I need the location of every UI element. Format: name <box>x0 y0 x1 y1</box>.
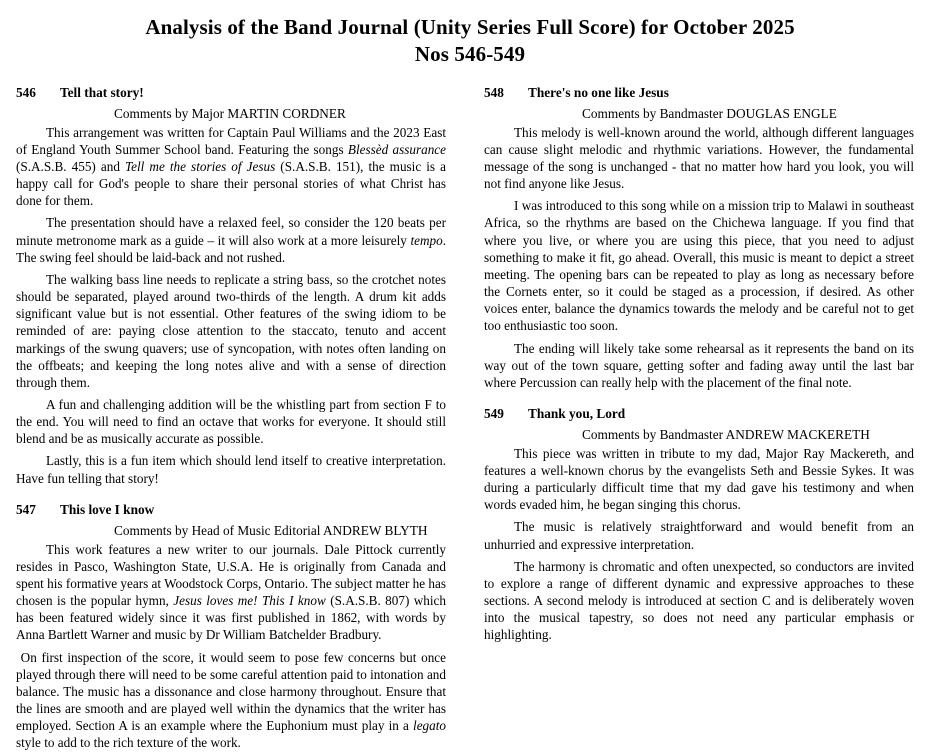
entry-548 <box>484 84 914 391</box>
entry-547 <box>16 501 446 752</box>
entry-title: This love I know <box>60 501 155 517</box>
entry-header <box>16 501 446 519</box>
column-left <box>16 84 446 754</box>
entry-byline: Comments by Bandmaster DOUGLAS ENGLE <box>582 105 837 121</box>
page-title-line-2: Nos 546-549 <box>414 41 526 66</box>
entry-title: Tell that story! <box>60 84 144 100</box>
entry-paragraph: The presentation should have a relaxed feel, so consider the 120 beats per minute metronome mark as a guide – it will also work at a more leisurely tempo. The swing feel should be laid-back and not rushed. <box>16 215 446 265</box>
entry-byline: Comments by Head of Music Editorial ANDREW BLYTH <box>114 522 428 538</box>
column-right <box>484 84 914 754</box>
entry-paragraph: The ending will likely take some rehearsal as it represents the band on its way out of the town square, getting softer and fading away until the last bar where Percussion can really help with the placement of the final note. <box>484 340 914 390</box>
entry-title: There's no one like Jesus <box>528 84 669 100</box>
entry-byline: Comments by Bandmaster ANDREW MACKERETH <box>582 426 870 442</box>
page-title <box>16 14 924 68</box>
entry-header <box>16 84 446 102</box>
two-column-body <box>16 84 924 754</box>
entry-paragraph: The music is relatively straightforward and would benefit from an unhurried and expressive interpretation. <box>484 519 914 552</box>
entry-paragraph: On first inspection of the score, it would seem to pose few concerns but once played through there will need to be some careful attention paid to intonation and balance. The music has a dissonance and close harmony throughout. Ensure that the lines are smooth and are played well within the dynamics that the writer has employed. Section A is an example where the Euphonium must play in a legato style to add to the rich texture of the work. <box>16 649 446 751</box>
entry-paragraph: A fun and challenging addition will be the whistling part from section F to the end. You will need to find an octave that works for everyone. It should still blend and be as musically accurate as possible. <box>16 396 446 447</box>
entry-number: 549 <box>484 405 504 421</box>
entry-number: 546 <box>16 84 36 100</box>
entry-paragraph: I was introduced to this song while on a mission trip to Malawi in southeast Africa, so the rhythms are based on the Chichewa language. If you find that where you live, or where you are using this piece, that you need to adjust something to make it fit, go ahead. Overall, this music is meant to depict a street meeting. The opening bars can be repeated to play as long as necessary before the Cornets enter, so it could be staged as a procession, if desired. As other voices enter, balance the dynamics towards the melody and be careful not to get too enthusiastic too soon. <box>484 198 914 334</box>
entry-546 <box>16 84 446 487</box>
entry-paragraph: This piece was written in tribute to my dad, Major Ray Mackereth, and features a well-known chorus by the evangelists Seth and Bessie Sykes. It was during a particularly difficult time that my dad gave his testimony and when words evaded him, he began singing this chorus. <box>484 445 914 513</box>
page-title-line-1: Analysis of the Band Journal (Unity Series Full Score) for October 2025 <box>145 15 795 39</box>
entry-549 <box>484 405 914 644</box>
entry-number: 547 <box>16 501 36 517</box>
entry-paragraph: The harmony is chromatic and often unexpected, so conductors are invited to explore a range of different dynamic and expressive approaches to these sections. A second melody is introduced at section C and is deliberately woven into the musical tapestry, so does not need any particular emphasis or highlighting. <box>484 558 914 643</box>
entry-paragraph: This arrangement was written for Captain Paul Williams and the 2023 East of England Youth Summer School band. Featuring the songs Blessèd assurance (S.A.S.B. 455) and Tell me the stories of Jesus (S.A.S.B. 151), the music is a happy call for God's people to share their personal stories of what Christ has done for them. <box>16 124 447 209</box>
entry-paragraph: The walking bass line needs to replicate a string bass, so the crotchet notes should be separated, played around two-thirds of the length. A drum kit adds significant value but is not essential. Other features of the swing idiom to be reminded of are: paying close attention to the staccato, tenuto and accent markings of the swung quavers; use of syncopation, with notes often landing on the offbeats; and keeping the long notes alive and with a sense of direction through them. <box>16 271 446 390</box>
entry-paragraph: This melody is well-known around the world, although different languages can cause slight melodic and rhythmic variations. However, the fundamental message of the song is unchanged - that no matter how hard you look, you will not find anyone like Jesus. <box>484 124 914 192</box>
entry-header <box>484 405 914 423</box>
entry-header <box>484 84 914 102</box>
entry-number: 548 <box>484 84 504 100</box>
entry-byline: Comments by Major MARTIN CORDNER <box>114 105 346 121</box>
entry-title: Thank you, Lord <box>528 405 626 421</box>
entry-paragraph: Lastly, this is a fun item which should lend itself to creative interpretation. Have fun telling that story! <box>16 453 446 486</box>
entry-paragraph: This work features a new writer to our journals. Dale Pittock currently resides in Pasco, Washington State, U.S.A. He is originally from Canada and spent his formative years at Woodstock Corps, Ontario. The subject matter he has chosen is the popular hymn, Jesus loves me! This I know (S.A.S.B. 807) which has been featured widely since it was first published in 1862, with words by Anna Bartlett Warner and music by Dr William Batchelder Bradbury. <box>16 541 446 643</box>
